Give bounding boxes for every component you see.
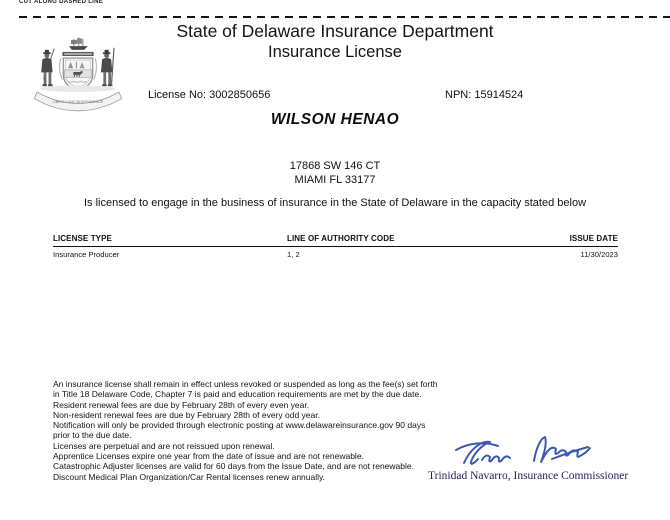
cut-along-dashed-line-label: CUT ALONG DASHED LINE [19, 0, 104, 5]
npn-label: NPN: [445, 89, 472, 101]
legal-notes [53, 379, 440, 482]
capacity-statement: Is licensed to engage in the business of insurance in the State of Delaware in the capacity stated below [83, 197, 587, 209]
licensee-address-line2: MIAMI FL 33177 [294, 174, 376, 186]
dashed-cut-line [19, 16, 670, 18]
table-row [53, 247, 618, 259]
legal-note: Apprentice Licenses expire one year from the date of issue and are not renewable. [53, 451, 364, 462]
seal-farmer-figure [41, 49, 54, 87]
legal-note: An insurance license shall remain in effect unless revoked or suspended as long as the fee(s) set forth in Title 18 Delaware Code, Chapter 7 is paid and education requirements are met by the due date. [53, 379, 438, 400]
delaware-state-seal-icon [33, 36, 123, 112]
legal-note: Discount Medical Plan Organization/Car Rental licenses renew annually. [53, 471, 325, 482]
npn-value: 15914524 [474, 89, 524, 101]
legal-note: Notification will only be provided through electronic posting at www.delawareinsurance.gov 90 days prior to the due date. [53, 420, 426, 441]
legal-note: Catastrophic Adjuster licenses are valid for 60 days from the Issue Date, and are not renewable. [53, 461, 414, 472]
license-number-label: License No: [148, 89, 207, 101]
license-number [148, 89, 270, 101]
header-line-of-authority-code: LINE OF AUTHORITY CODE [287, 234, 395, 243]
commissioner-printed-name: Trinidad Navarro, Insurance Commissioner [428, 470, 629, 482]
cell-issue-date: 11/30/2023 [580, 249, 618, 259]
seal-militiaman-figure [101, 48, 114, 86]
license-number-value: 3002850656 [209, 89, 271, 101]
document-title-line2: Insurance License [268, 43, 402, 61]
npn-number [445, 89, 523, 101]
legal-note: Non-resident renewal fees are due by February 28th of every odd year. [53, 409, 320, 420]
legal-note: Resident renewal fees are due by February 28th of every even year. [53, 399, 310, 410]
licensee-address-line1: 17868 SW 146 CT [289, 160, 381, 172]
commissioner-signature-icon [448, 433, 606, 475]
license-table-header [53, 234, 618, 247]
legal-note: Licenses are perpetual and are not reissued upon renewal. [53, 440, 275, 451]
license-table [53, 234, 618, 259]
licensee-name: WILSON HENAO [270, 111, 400, 128]
seal-motto-text: LIBERTY AND INDEPENDENCE [52, 100, 104, 105]
cell-line-of-authority-code: 1, 2 [287, 249, 300, 259]
header-license-type: LICENSE TYPE [53, 234, 112, 243]
header-issue-date: ISSUE DATE [569, 234, 618, 243]
seal-ship [69, 37, 88, 50]
cell-license-type: Insurance Producer [53, 249, 120, 259]
document-title-line1: State of Delaware Insurance Department [176, 21, 494, 41]
